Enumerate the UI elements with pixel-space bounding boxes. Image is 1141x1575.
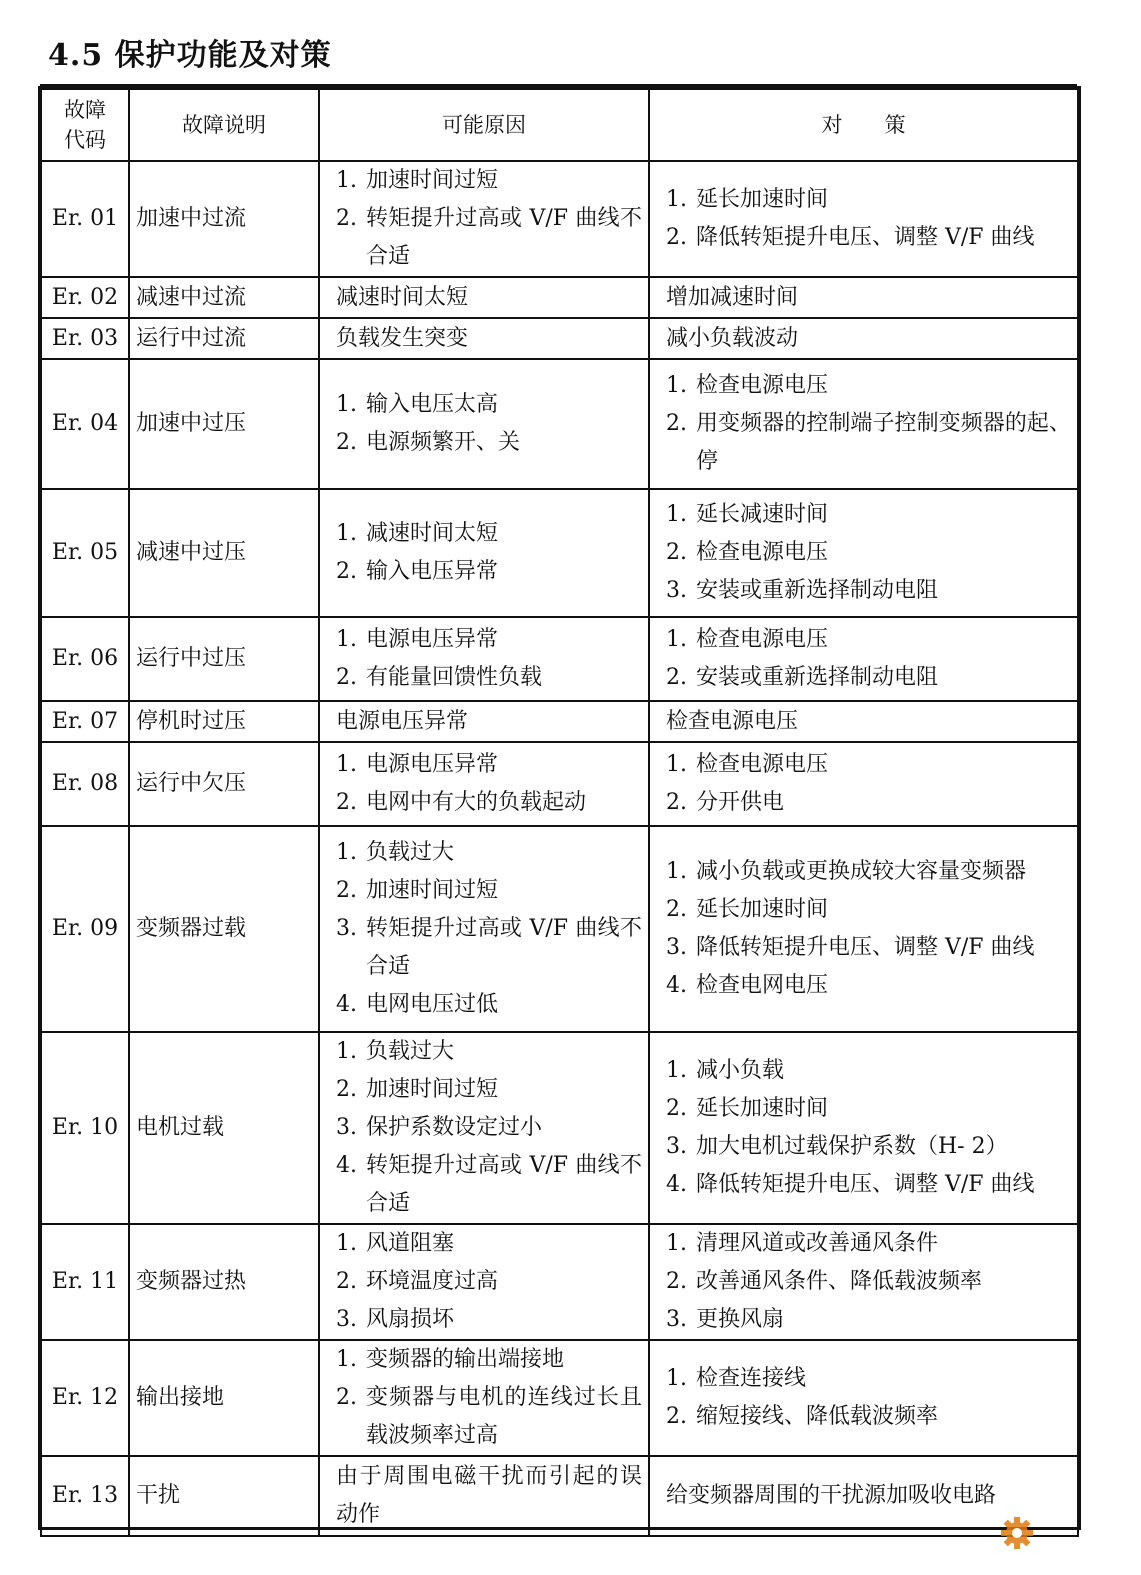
list-item-number: 1. [336, 752, 357, 777]
cause-list [336, 1458, 642, 1534]
list-item [666, 1360, 1071, 1398]
list-item [666, 405, 1071, 481]
cause-list [336, 515, 642, 591]
list-item-text: 电源电压异常 [366, 752, 499, 777]
fault-description: 输出接地 [129, 1340, 319, 1456]
list-item [666, 746, 1071, 784]
list-item [666, 181, 1071, 219]
list-item-text: 缩短接线、降低载波频率 [696, 1404, 939, 1429]
list-item-text: 负载过大 [366, 1039, 455, 1064]
list-item-text: 降低转矩提升电压、调整 V/F 曲线 [696, 225, 1035, 250]
table-row [41, 277, 1078, 318]
list-item-number: 1. [336, 627, 357, 652]
list-item-text: 转矩提升过高或 V/F 曲线不合适 [366, 206, 642, 269]
cause-list [336, 386, 642, 462]
list-item [666, 1128, 1071, 1166]
list-item-number: 2. [336, 1269, 357, 1294]
fault-countermeasures [649, 1340, 1078, 1456]
list-item [666, 367, 1071, 405]
list-item [666, 621, 1071, 659]
list-item-number: 2. [336, 206, 357, 231]
list-item [666, 659, 1071, 697]
fault-countermeasures [649, 277, 1078, 318]
list-item-text: 电源电压异常 [366, 627, 499, 652]
list-item [666, 1301, 1071, 1339]
table-row [41, 1456, 1078, 1536]
list-item-text: 减小负载 [696, 1058, 785, 1083]
list-item-number: 2. [336, 430, 357, 455]
list-item-number: 2. [336, 665, 357, 690]
list-item [666, 967, 1071, 1005]
fault-code: Er. 07 [41, 701, 129, 742]
fault-causes [319, 161, 649, 277]
list-item-text: 加速时间过短 [366, 878, 499, 903]
fault-causes [319, 359, 649, 489]
list-item [336, 1458, 642, 1534]
list-item-text: 环境温度过高 [366, 1269, 499, 1294]
list-item-number: 3. [666, 578, 687, 603]
fault-countermeasures [649, 1032, 1078, 1224]
fault-causes [319, 1340, 649, 1456]
fault-countermeasures [649, 826, 1078, 1032]
list-item-number: 2. [666, 411, 687, 436]
table-row [41, 826, 1078, 1032]
list-item-number: 3. [336, 916, 357, 941]
list-item [336, 1033, 642, 1071]
fault-code: Er. 11 [41, 1224, 129, 1340]
fault-code: Er. 04 [41, 359, 129, 489]
cause-list [336, 1033, 642, 1223]
list-item [336, 1225, 642, 1263]
list-item [336, 553, 642, 591]
list-item-number: 2. [666, 790, 687, 815]
list-item-number: 2. [666, 225, 687, 250]
list-item-number: 1. [666, 627, 687, 652]
list-item-text: 负载发生突变 [336, 325, 469, 351]
list-item-text: 检查电源电压 [696, 627, 829, 652]
list-item [666, 1225, 1071, 1263]
fault-code: Er. 10 [41, 1032, 129, 1224]
header-cause: 可能原因 [319, 89, 649, 161]
list-item [336, 621, 642, 659]
list-item-number: 2. [336, 878, 357, 903]
list-item-number: 3. [336, 1115, 357, 1140]
table-row [41, 161, 1078, 277]
list-item-number: 2. [666, 665, 687, 690]
list-item [336, 834, 642, 872]
fault-causes [319, 1224, 649, 1340]
list-item-text: 增加减速时间 [666, 284, 799, 310]
fault-description: 减速中过压 [129, 489, 319, 617]
list-item [336, 872, 642, 910]
list-item [336, 386, 642, 424]
fault-description: 电机过载 [129, 1032, 319, 1224]
list-item-text: 降低转矩提升电压、调整 V/F 曲线 [696, 1172, 1035, 1197]
list-item [666, 891, 1071, 929]
list-item-number: 2. [666, 897, 687, 922]
list-item [336, 1109, 642, 1147]
table-header-row [41, 89, 1078, 161]
list-item [336, 515, 642, 553]
fault-countermeasures [649, 489, 1078, 617]
fault-code: Er. 06 [41, 617, 129, 701]
fault-description: 运行中欠压 [129, 742, 319, 826]
fault-code: Er. 05 [41, 489, 129, 617]
list-item-text: 减小负载或更换成较大容量变频器 [696, 859, 1027, 884]
list-item-number: 1. [336, 521, 357, 546]
fix-list [666, 279, 1071, 317]
list-item-number: 1. [666, 373, 687, 398]
cause-list [336, 746, 642, 822]
list-item [336, 1341, 642, 1379]
list-item [336, 1071, 642, 1109]
list-item-text: 检查电网电压 [696, 973, 829, 998]
table-row [41, 489, 1078, 617]
list-item [336, 200, 642, 276]
list-item [666, 1090, 1071, 1128]
list-item [666, 1398, 1071, 1436]
fault-countermeasures [649, 742, 1078, 826]
list-item-number: 1. [666, 502, 687, 527]
fault-countermeasures [649, 1224, 1078, 1340]
list-item-text: 检查连接线 [696, 1366, 807, 1391]
fault-description: 运行中过压 [129, 617, 319, 701]
list-item-number: 2. [336, 790, 357, 815]
fault-code: Er. 13 [41, 1456, 129, 1536]
fault-countermeasures [649, 617, 1078, 701]
table-row [41, 318, 1078, 359]
watermark-logo [997, 1509, 1127, 1557]
list-item-text: 转矩提升过高或 V/F 曲线不合适 [366, 1153, 642, 1216]
fault-table [40, 88, 1079, 1537]
cause-list [336, 621, 642, 697]
list-item-text: 电源频繁开、关 [366, 430, 521, 455]
list-item-text: 检查电源电压 [666, 708, 799, 734]
list-item-number: 3. [666, 935, 687, 960]
list-item-text: 保护系数设定过小 [366, 1115, 543, 1140]
list-item-number: 1. [336, 392, 357, 417]
title-rule [40, 84, 1077, 87]
cause-list [336, 1341, 642, 1455]
list-item [336, 784, 642, 822]
fix-list [666, 1225, 1071, 1339]
list-item-number: 1. [666, 187, 687, 212]
list-item [336, 1301, 642, 1339]
list-item-number: 2. [666, 1269, 687, 1294]
list-item-text: 检查电源电压 [696, 373, 829, 398]
list-item [666, 496, 1071, 534]
list-item [336, 424, 642, 462]
list-item-number: 3. [666, 1134, 687, 1159]
fault-countermeasures [649, 701, 1078, 742]
list-item-text: 输入电压太高 [366, 392, 499, 417]
fault-causes [319, 318, 649, 359]
fix-list [666, 1052, 1071, 1204]
fault-description: 运行中过流 [129, 318, 319, 359]
list-item-text: 加速时间过短 [366, 168, 499, 193]
list-item-text: 清理风道或改善通风条件 [696, 1231, 939, 1256]
list-item-text: 安装或重新选择制动电阻 [696, 665, 939, 690]
fault-description: 加速中过流 [129, 161, 319, 277]
fix-list [666, 621, 1071, 697]
list-item-number: 4. [336, 1153, 357, 1178]
list-item [336, 1379, 642, 1455]
list-item-text: 延长减速时间 [696, 502, 829, 527]
table-row [41, 359, 1078, 489]
list-item-number: 2. [336, 1077, 357, 1102]
fault-countermeasures [649, 359, 1078, 489]
list-item-number: 1. [336, 840, 357, 865]
list-item-number: 1. [666, 859, 687, 884]
section-title: 4.5 保护功能及对策 [48, 38, 332, 73]
fault-causes [319, 742, 649, 826]
list-item-number: 1. [336, 168, 357, 193]
list-item-text: 分开供电 [696, 790, 785, 815]
list-item-text: 检查电源电压 [696, 752, 829, 777]
list-item-number: 2. [336, 1385, 357, 1410]
list-item-text: 风扇损坏 [366, 1307, 455, 1332]
list-item-text: 降低转矩提升电压、调整 V/F 曲线 [696, 935, 1035, 960]
list-item [666, 784, 1071, 822]
fault-description: 减速中过流 [129, 277, 319, 318]
list-item-text: 负载过大 [366, 840, 455, 865]
fault-causes [319, 1032, 649, 1224]
cause-list [336, 162, 642, 276]
list-item-text: 变频器的输出端接地 [366, 1347, 565, 1372]
list-item [666, 572, 1071, 610]
list-item-text: 加大电机过载保护系数（H- 2） [696, 1134, 1008, 1159]
list-item [666, 1052, 1071, 1090]
fault-code: Er. 09 [41, 826, 129, 1032]
header-desc: 故障说明 [129, 89, 319, 161]
list-item-text: 电源电压异常 [336, 708, 469, 734]
list-item [666, 1263, 1071, 1301]
fix-list [666, 703, 1071, 741]
list-item [666, 929, 1071, 967]
list-item [666, 279, 1071, 317]
table-row [41, 1224, 1078, 1340]
cause-list [336, 834, 642, 1024]
fault-causes [319, 826, 649, 1032]
list-item [336, 910, 642, 986]
fix-list [666, 1360, 1071, 1436]
list-item-number: 1. [336, 1039, 357, 1064]
list-item [666, 534, 1071, 572]
cause-list [336, 320, 642, 358]
header-fix: 对 策 [649, 89, 1078, 161]
list-item-text: 风道阻塞 [366, 1231, 455, 1256]
fix-list [666, 746, 1071, 822]
fix-list [666, 181, 1071, 257]
list-item-text: 用变频器的控制端子控制变频器的起、停 [696, 411, 1071, 474]
list-item-text: 变频器与电机的连线过长且载波频率过高 [366, 1385, 642, 1448]
list-item [336, 279, 642, 317]
list-item-number: 1. [666, 1366, 687, 1391]
list-item-number: 4. [336, 992, 357, 1017]
fault-code: Er. 03 [41, 318, 129, 359]
list-item-number: 2. [666, 540, 687, 565]
fix-list [666, 320, 1071, 358]
cause-list [336, 279, 642, 317]
list-item-number: 1. [666, 752, 687, 777]
fault-causes [319, 277, 649, 318]
list-item-text: 转矩提升过高或 V/F 曲线不合适 [366, 916, 642, 979]
list-item [336, 320, 642, 358]
fault-description: 变频器过载 [129, 826, 319, 1032]
table-row [41, 1340, 1078, 1456]
fault-description: 变频器过热 [129, 1224, 319, 1340]
list-item-text: 加速时间过短 [366, 1077, 499, 1102]
list-item-number: 4. [666, 973, 687, 998]
list-item-text: 电网中有大的负载起动 [366, 790, 587, 815]
list-item-text: 减速时间太短 [366, 521, 499, 546]
cause-list [336, 1225, 642, 1339]
list-item-text: 电网电压过低 [366, 992, 499, 1017]
list-item-text: 安装或重新选择制动电阻 [696, 578, 939, 603]
list-item-text: 给变频器周围的干扰源加吸收电路 [666, 1483, 997, 1508]
fault-code: Er. 02 [41, 277, 129, 318]
list-item [666, 219, 1071, 257]
list-item-text: 改善通风条件、降低载波频率 [696, 1269, 983, 1294]
fault-description: 干扰 [129, 1456, 319, 1536]
list-item [336, 746, 642, 784]
list-item-number: 2. [666, 1404, 687, 1429]
list-item [666, 320, 1071, 358]
fault-countermeasures [649, 161, 1078, 277]
gear-icon [997, 1509, 1127, 1557]
fault-causes [319, 1456, 649, 1536]
list-item [666, 1166, 1071, 1204]
fault-code: Er. 12 [41, 1340, 129, 1456]
list-item [666, 853, 1071, 891]
fault-causes [319, 617, 649, 701]
list-item-text: 减速时间太短 [336, 284, 469, 310]
fix-list [666, 853, 1071, 1005]
table-row [41, 742, 1078, 826]
fix-list [666, 496, 1071, 610]
list-item-text: 延长加速时间 [696, 897, 829, 922]
table-row [41, 617, 1078, 701]
table-row [41, 1032, 1078, 1224]
fault-description: 停机时过压 [129, 701, 319, 742]
header-code: 故障 代码 [41, 89, 129, 161]
list-item-number: 4. [666, 1172, 687, 1197]
list-item-text: 输入电压异常 [366, 559, 499, 584]
list-item-number: 1. [666, 1058, 687, 1083]
list-item-text: 延长加速时间 [696, 1096, 829, 1121]
list-item-text: 有能量回馈性负载 [366, 665, 543, 690]
fault-countermeasures [649, 318, 1078, 359]
fault-description: 加速中过压 [129, 359, 319, 489]
fix-list [666, 367, 1071, 481]
list-item [336, 1263, 642, 1301]
list-item-number: 1. [666, 1231, 687, 1256]
list-item [666, 703, 1071, 741]
list-item-number: 1. [336, 1231, 357, 1256]
list-item [336, 659, 642, 697]
list-item-text: 检查电源电压 [696, 540, 829, 565]
list-item-number: 2. [336, 559, 357, 584]
list-item [336, 1147, 642, 1223]
list-item-text: 减小负载波动 [666, 325, 799, 351]
list-item [336, 986, 642, 1024]
list-item-text: 更换风扇 [696, 1307, 785, 1332]
fault-causes [319, 701, 649, 742]
list-item-number: 3. [336, 1307, 357, 1332]
fault-code: Er. 01 [41, 161, 129, 277]
list-item [336, 162, 642, 200]
list-item [336, 703, 642, 741]
list-item-number: 1. [336, 1347, 357, 1372]
list-item-number: 2. [666, 1096, 687, 1121]
list-item-number: 3. [666, 1307, 687, 1332]
table-row [41, 701, 1078, 742]
fault-code: Er. 08 [41, 742, 129, 826]
fault-causes [319, 489, 649, 617]
cause-list [336, 703, 642, 741]
list-item-text: 由于周围电磁干扰而引起的误动作 [336, 1464, 642, 1527]
list-item-text: 延长加速时间 [696, 187, 829, 212]
